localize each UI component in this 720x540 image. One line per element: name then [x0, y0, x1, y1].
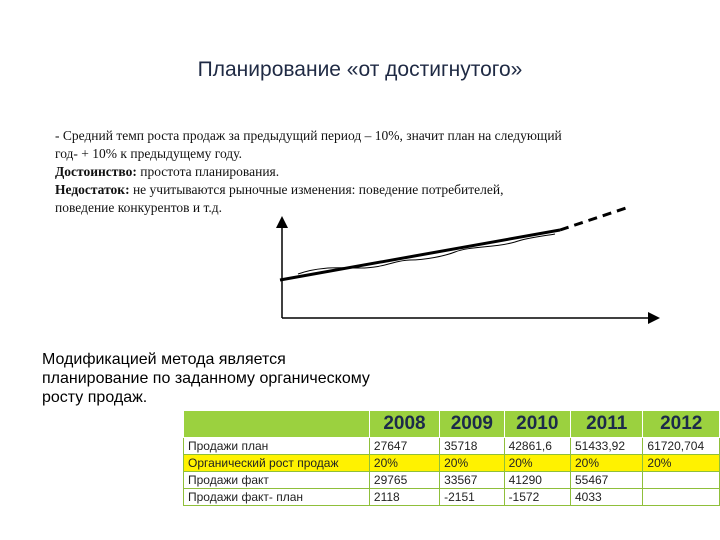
table-cell: 42861,6	[504, 438, 570, 455]
table-row	[184, 489, 720, 506]
body-line-2: год- + 10% к предыдущему году.	[55, 146, 242, 161]
table-cell: 20%	[643, 455, 720, 472]
body-line-1: - Средний темп роста продаж за предыдущий период – 10%, значит план на следующий	[55, 128, 562, 143]
advantage-line	[55, 163, 675, 181]
table-cell: 61720,704	[643, 438, 720, 455]
table-cell: 20%	[440, 455, 504, 472]
row-label: Продажи план	[184, 438, 370, 455]
trend-forecast-line	[560, 208, 626, 230]
table-cell: -2151	[440, 489, 504, 506]
disadvantage-label: Недостаток:	[55, 182, 130, 197]
header-cell: 2009	[440, 411, 504, 438]
slide-title: Планирование «от достигнутого»	[197, 58, 523, 81]
header-cell: 2011	[570, 411, 642, 438]
table-header-row	[184, 411, 720, 438]
advantage-label: Достоинство:	[55, 164, 137, 179]
table-cell: 20%	[504, 455, 570, 472]
table-cell: 2118	[369, 489, 439, 506]
row-label: Органический рост продаж	[184, 455, 370, 472]
modification-text	[42, 350, 442, 407]
table-cell: -1572	[504, 489, 570, 506]
modification-line-3: росту продаж.	[42, 389, 148, 406]
table-cell: 51433,92	[570, 438, 642, 455]
table-cell	[643, 489, 720, 506]
body-line-5: поведение конкурентов и т.д.	[55, 200, 223, 215]
table-row-highlighted	[184, 455, 720, 472]
disadvantage-text: не учитываются рыночные изменения: поведение потребителей,	[129, 182, 504, 197]
table-cell: 20%	[369, 455, 439, 472]
table-cell: 27647	[369, 438, 439, 455]
header-cell	[184, 411, 370, 438]
table-cell: 33567	[440, 472, 504, 489]
table-cell: 41290	[504, 472, 570, 489]
table-row	[184, 472, 720, 489]
modification-line-1: Модификацией метода является	[42, 351, 286, 368]
header-cell: 2012	[643, 411, 720, 438]
advantage-text: простота планирования.	[136, 164, 280, 179]
table-cell: 29765	[369, 472, 439, 489]
table-row	[184, 438, 720, 455]
modification-line-2: планирование по заданному органическому	[42, 370, 370, 387]
table-cell	[643, 472, 720, 489]
trend-graph	[250, 190, 670, 330]
trend-line	[280, 230, 560, 280]
sales-plan-table	[183, 410, 720, 506]
table-cell: 4033	[570, 489, 642, 506]
row-label: Продажи факт- план	[184, 489, 370, 506]
table-cell: 55467	[570, 472, 642, 489]
header-cell: 2010	[504, 411, 570, 438]
row-label: Продажи факт	[184, 472, 370, 489]
table-cell: 20%	[570, 455, 642, 472]
table-cell: 35718	[440, 438, 504, 455]
header-cell: 2008	[369, 411, 439, 438]
